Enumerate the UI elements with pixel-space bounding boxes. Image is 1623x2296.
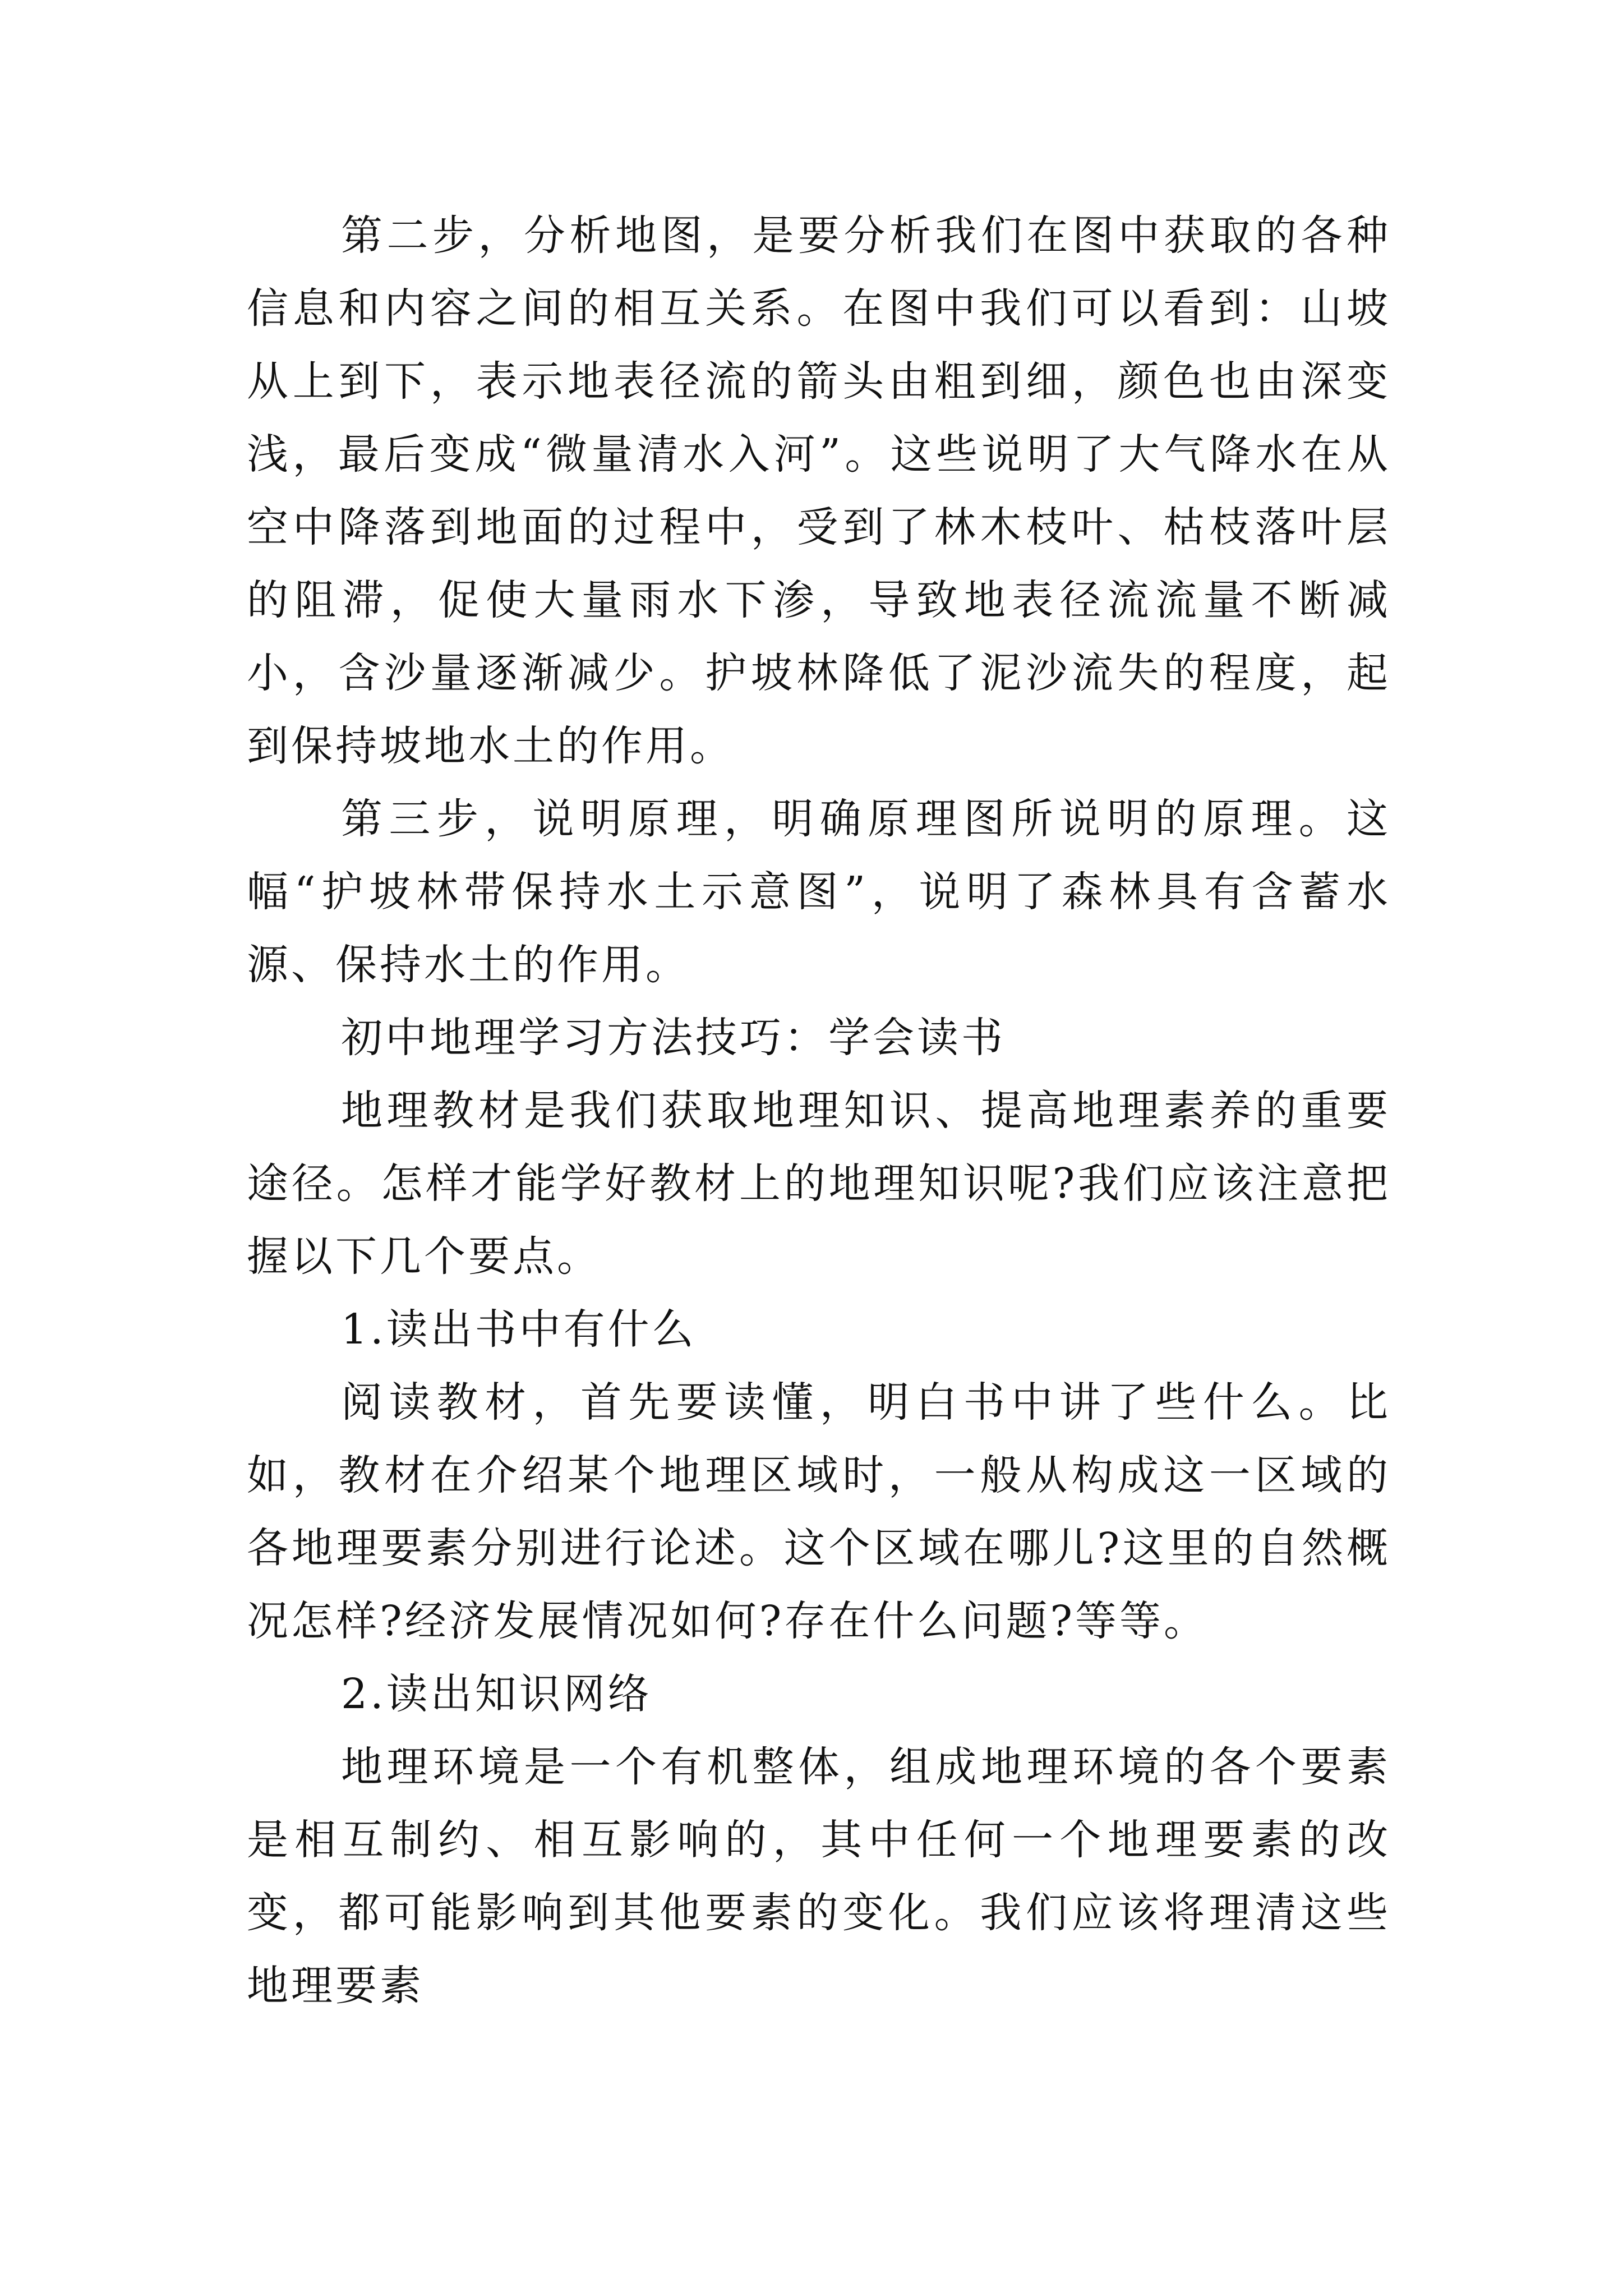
- document-page: [247, 199, 1391, 2022]
- paragraph-textbook-intro: 地理教材是我们获取地理知识、提高地理素养的重要途径。怎样才能学好教材上的地理知识呢?我们应该注意把握以下几个要点。: [247, 1087, 1391, 1281]
- paragraph-step-three: 第三步，说明原理，明确原理图所说明的原理。这幅“护坡林带保持水土示意图”，说明了森林具有含蓄水源、保持水土的作用。: [247, 795, 1391, 989]
- subheading-2: 2.读出知识网络: [341, 1670, 652, 1718]
- section-heading-reading: 初中地理学习方法技巧：学会读书: [341, 1014, 1006, 1062]
- paragraph-step-two: 第二步，分析地图，是要分析我们在图中获取的各种信息和内容之间的相互关系。在图中我们可以看到：山坡从上到下，表示地表径流的箭头由粗到细，颜色也由深变浅，最后变成“微量清水入河”。这些说明了大气降水在从空中降落到地面的过程中，受到了林木枝叶、枯枝落叶层的阻滞，促使大量雨水下渗，导致地表径流流量不断减小，含沙量逐渐减少。护坡林降低了泥沙流失的程度，起到保持坡地水土的作用。: [247, 211, 1391, 770]
- paragraph-knowledge-network: 地理环境是一个有机整体，组成地理环境的各个要素是相互制约、相互影响的，其中任何一个地理要素的改变，都可能影响到其他要素的变化。我们应该将理清这些地理要素: [247, 1743, 1391, 2010]
- paragraph-read-content: 阅读教材，首先要读懂，明白书中讲了些什么。比如，教材在介绍某个地理区域时，一般从构成这一区域的各地理要素分别进行论述。这个区域在哪儿?这里的自然概况怎样?经济发展情况如何?存在什么问题?等等。: [247, 1378, 1391, 1645]
- subheading-1: 1.读出书中有什么: [341, 1305, 697, 1354]
